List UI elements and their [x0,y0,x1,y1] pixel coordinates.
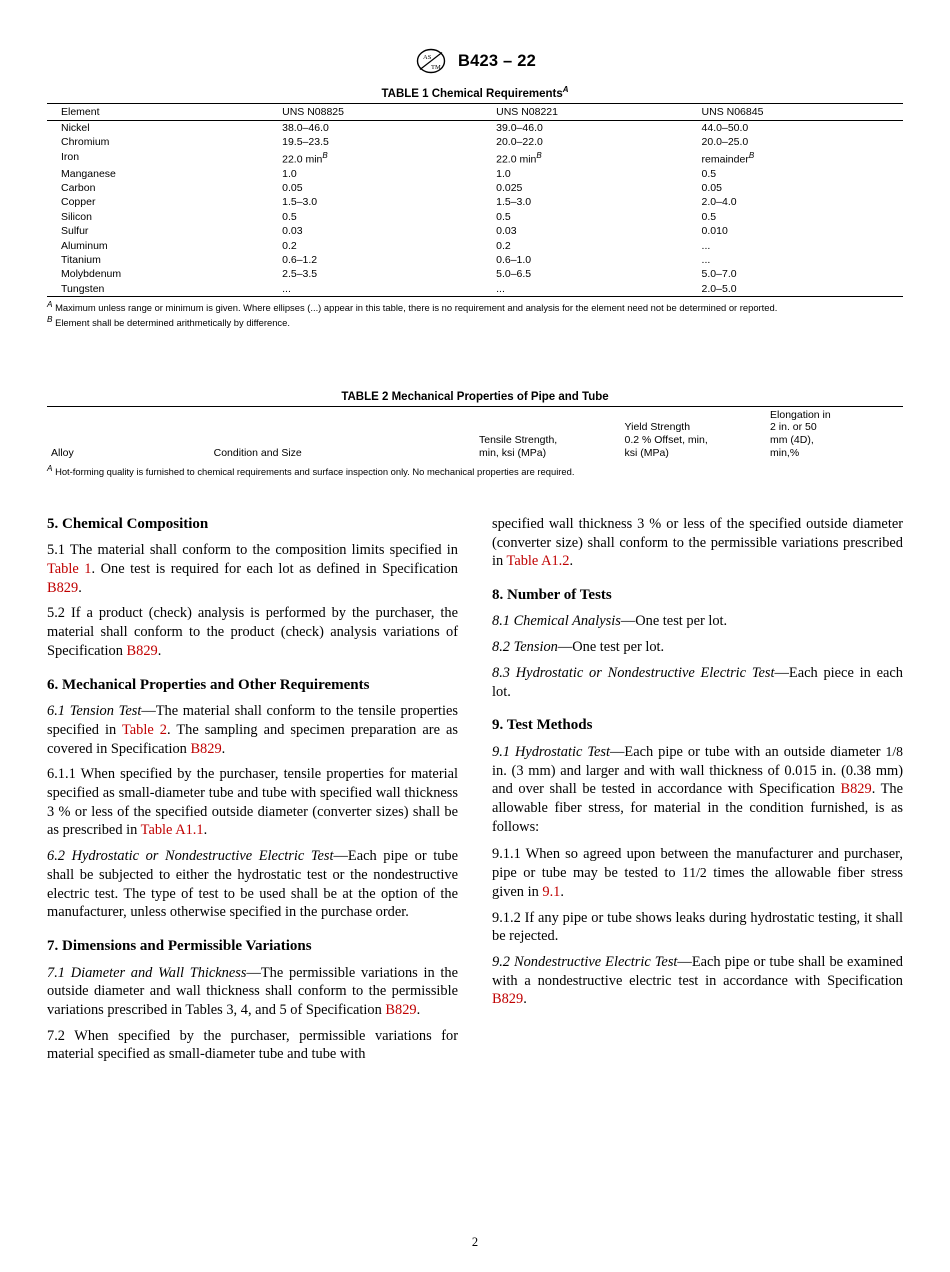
link-b829-3[interactable]: B829 [190,740,222,757]
table-row [47,224,903,238]
page-number: 2 [471,1235,479,1249]
table-2-header-elong-l2: 2 in. or 50 [770,421,817,434]
p9-1-1-text-c: . [560,883,564,900]
astm-logo [414,48,448,74]
table-2-footnote-a [47,464,903,479]
cell-n06845: 2.0–4.0 [701,196,737,209]
p5-2-text-a: 5.2 If a product (check) analysis is performed by the purchaser, the material shall conform to the product (check) analysis variations of Specification [47,605,458,659]
paragraph-8-1 [492,612,903,631]
table-1-footnote-a-mark: A [47,299,53,309]
table-2-header-alloy: Alloy [51,446,74,459]
table-2-footnote-a-text: Hot-forming quality is furnished to chemical requirements and surface inspection only. No mechanical properties are required. [55,466,575,478]
cell-n06845: ... [701,253,711,266]
link-table-a1-2[interactable]: Table A1.2 [506,553,570,570]
table-row [47,238,903,252]
footnote-mark: B [748,150,755,160]
table-1-footnote-b [47,315,903,330]
table-1-block [47,85,903,330]
table-2-header-tensile-l2: min, ksi (MPa) [478,446,547,459]
paragraph-6-2 [47,847,458,922]
table-1-footnote-b-text: Element shall be determined arithmetically by difference. [55,317,290,329]
cell-n08221: 0.5 [496,210,511,223]
table-2-header-condition: Condition and Size [213,446,302,459]
paragraph-9-2 [492,953,903,1009]
p5-1-text-c: . [78,579,82,596]
cell-element: Silicon [61,210,92,223]
cell-element: Chromium [61,136,110,149]
table-2-header-yield-l1: Yield Strength [624,421,691,434]
p6-1-1-text-b: . [203,822,208,839]
p8-3-text-a: —Each piece in each lot. [492,664,903,700]
cell-n06845: 0.5 [701,210,717,223]
cell-n08221: ... [496,282,505,295]
cell-n08825: 1.0 [282,167,297,180]
p7-2-text-a: 7.2 When specified by the purchaser, permissible variations for material specified as small-diameter tube and tube with [47,1027,458,1063]
table-1-footnote-a-text: Maximum unless range or minimum is given. Where ellipses (...) appear in this table, there is no requirement and analysis for the element need not be determined or reported. [55,301,778,313]
p9-1-1-text-b: times the allowable fiber stress given in [492,865,903,900]
right-column [492,515,903,1071]
table-1-title-footnote-mark: A [562,85,569,94]
cell-element: Manganese [61,167,116,180]
paragraph-7-2-continued [492,515,903,571]
body-columns [47,515,903,1071]
table-1-header-n06845: UNS N06845 [701,105,764,118]
document-designation: B423 – 22 [458,51,536,70]
cell-n08825: 38.0–46.0 [282,122,329,135]
table-2-header-elong-l4: min,% [770,446,800,459]
table-2-block [47,391,903,479]
document-header [0,0,950,85]
table-1-footnote-b-mark: B [47,315,53,325]
p8-1-text-a: —One test per lot. [620,613,728,630]
svg-text:TM: TM [431,64,441,71]
table-2-header-tensile-l1: Tensile Strength, [478,434,558,447]
cell-n08221: 39.0–46.0 [496,122,543,135]
table-row [47,281,903,296]
p7-2-cont-text-b: . [569,553,574,570]
p9-1-label: 9.1 Hydrostatic Test [492,743,611,760]
table-1-footnote-a [47,300,903,315]
p9-2-label: 9.2 Nondestructive Electric Test [492,954,678,971]
table-2-header-elong-l1: Elongation in [770,408,831,421]
cell-n08221: 0.2 [496,239,511,252]
cell-element: Tungsten [61,282,105,295]
cell-element: Iron [61,150,80,163]
table-2-header-yield [621,406,767,461]
paragraph-9-1-1 [492,845,903,901]
cell-element: Copper [61,196,96,209]
cell-n06845: 0.5 [701,167,717,180]
p8-1-label: 8.1 Chemical Analysis [492,613,621,630]
p7-1-text-b: . [416,1001,421,1018]
table-2-header-yield-l3: ksi (MPa) [624,446,669,459]
paragraph-5-1 [47,541,458,597]
table-1-footnotes [47,300,903,330]
cell-n08221: 22.0 $\min^B$ [496,150,542,166]
cell-n06845: 2.0–5.0 [701,282,737,295]
p9-1-2-text-a: 9.1.2 If any pipe or tube shows leaks during hydrostatic testing, it shall be rejected. [492,909,903,945]
table-1 [47,103,903,297]
section-7-heading: 7. Dimensions and Permissible Variations [47,938,312,955]
p8-2-text-a: —One test per lot. [557,639,665,656]
cell-n08221: 1.5–3.0 [496,196,532,209]
p9-2-text-a: —Each pipe or tube shall be examined with a nondestructive electric test in accordance with Specification [492,954,903,989]
paragraph-7-1 [47,964,458,1020]
table-row [47,253,903,267]
svg-text:AS: AS [423,54,432,61]
cell-n08221: 5.0–6.5 [496,268,532,281]
table-row [47,166,903,180]
cell-n06845: 5.0–7.0 [701,268,737,281]
cell-n08825: 0.5 [282,210,297,223]
link-b829-4[interactable]: B829 [385,1001,417,1018]
paragraph-7-2 [47,1027,458,1064]
cell-n08825: 22.0 $\min^B$ [282,150,328,166]
footnote-mark: B [322,150,328,160]
paragraph-9-1 [492,743,903,837]
cell-n08825: 0.6–1.2 [282,253,318,266]
table-1-header-n08825: UNS N08825 [282,105,344,118]
paragraph-9-1-2 [492,909,903,946]
p5-1-text-b: . One test is required for each lot as defined in Specification [91,561,458,578]
p7-2-cont-text-a: specified wall thickness 3 % or less of the specified outside diameter (converter size) shall conform to the permissible variations prescribed in [492,515,903,570]
table-row [47,267,903,281]
cell-n08825: 0.03 [282,225,303,238]
p9-1-text-a: —Each pipe or tube with an outside diameter [610,743,886,760]
link-table-a1-1[interactable]: Table A1.1 [140,822,204,839]
cell-n08825: 1.5–3.0 [282,196,318,209]
cell-element: Carbon [61,182,96,195]
table-row [47,210,903,224]
section-9-heading: 9. Test Methods [492,717,593,734]
cell-element: Aluminum [61,239,108,252]
table-row [47,195,903,209]
table-1-header-n08221: UNS N08221 [496,105,558,118]
cell-n08825: 19.5–23.5 [282,136,329,149]
paragraph-8-2 [492,638,903,657]
p6-1-label: 6.1 Tension Test [47,703,142,720]
p7-1-text-a: —The permissible variations in the outside diameter and wall thickness shall conform to the permissible variations prescribed in Tables 3, 4, and 5 of Specification [47,964,458,1018]
table-2-header-elongation [766,406,903,461]
link-9-1[interactable]: 9.1 [542,883,561,900]
link-b829-6[interactable]: B829 [492,991,524,1008]
link-b829-2[interactable]: B829 [126,642,158,659]
section-5-heading: 5. Chemical Composition [47,515,209,532]
cell-n08825: 0.2 [282,239,297,252]
table-2-header-tensile [475,406,621,461]
table-row [47,120,903,135]
cell-element: Molybdenum [61,268,122,281]
table-row [47,135,903,149]
table-row [47,150,903,167]
cell-n08221: 20.0–22.0 [496,136,543,149]
cell-element: Sulfur [61,225,89,238]
cell-n08221: 0.025 [496,182,523,195]
footnote-mark: B [536,150,542,160]
paragraph-5-2 [47,604,458,660]
section-6-heading: 6. Mechanical Properties and Other Requirements [47,676,370,693]
section-8-heading: 8. Number of Tests [492,586,612,603]
left-column [47,515,458,1071]
cell-element: Titanium [61,253,101,266]
p6-1-1-text-a: 6.1.1 When specified by the purchaser, tensile properties for material specified as small-diameter tube and tube with specified wall thickness 3 % or less of the specified outside diameter (converter sizes) shall be as prescribed in [47,766,458,839]
cell-n06845: 0.05 [701,182,722,195]
p6-1-text-c: . [221,740,226,757]
cell-n06845: remainder$^B$ [701,150,755,166]
table-1-title-text: TABLE 1 Chemical Requirements [381,87,563,100]
cell-n06845: 20.0–25.0 [701,136,749,149]
table-row [47,181,903,195]
link-b829-1[interactable]: B829 [47,579,79,596]
link-b829-5[interactable]: B829 [840,781,872,798]
cell-n08221: 0.03 [496,225,517,238]
p8-3-label: 8.3 Hydrostatic or Nondestructive Electric Test [492,664,775,681]
p6-2-text-a: —Each pipe or tube shall be subjected to either the hydrostatic test or the nondestructive electric test. The type of test to be used shall be at the option of the manufacturer, unless otherwise specified in the purchase order. [47,848,458,921]
cell-n08825: ... [282,282,291,295]
p9-1-fraction: 1/8 [885,743,903,759]
p5-1-text-a: 5.1 The material shall conform to the composition limits specified in [47,542,458,559]
link-table-1[interactable]: Table 1 [47,561,92,578]
paragraph-6-1-1 [47,765,458,840]
p6-2-label: 6.2 Hydrostatic or Nondestructive Electric Test [47,848,334,865]
p9-1-text-c: . The allowable fiber stress, for material in the condition furnished, is as follows: [492,781,903,835]
table-2-footnote-a-mark: A [47,464,53,474]
p6-1-text-b: . The sampling and specimen preparation are as covered in Specification [47,721,459,757]
cell-n08221: 1.0 [496,167,511,180]
p6-1-text-a: —The material shall conform to the tensile properties specified in [47,703,458,738]
table-2-footnotes [47,464,903,479]
cell-n08825: 2.5–3.5 [282,268,318,281]
p9-2-text-b: . [523,991,527,1008]
p8-2-label: 8.2 Tension [492,639,558,656]
paragraph-8-3 [492,664,903,701]
table-2-header-yield-l2: 0.2 % Offset, min, [624,434,708,447]
paragraph-6-1 [47,702,458,758]
table-2-title: TABLE 2 Mechanical Properties of Pipe and Tube [341,390,609,403]
p9-1-text-b: in. (3 mm) and larger and with wall thickness of 0.015 in. (0.38 mm) and over shall be tested in accordance with Specification [492,762,903,798]
p9-1-1-text-a: 9.1.1 When so agreed upon between the manufacturer and purchaser, pipe or tube may be tested to 1 [492,846,903,882]
table-2 [47,406,903,461]
cell-n06845: 44.0–50.0 [701,122,749,135]
table-1-title [47,85,903,100]
link-table-2[interactable]: Table 2 [121,721,167,738]
cell-n06845: ... [701,239,711,252]
cell-n06845: 0.010 [701,225,728,238]
p5-2-text-b: . [157,642,162,659]
table-1-header-element: Element [61,105,100,118]
table-2-header-elong-l3: mm (4D), [770,434,814,447]
cell-n08221: 0.6–1.0 [496,253,532,266]
cell-element: Nickel [61,122,90,135]
cell-n08825: 0.05 [282,182,303,195]
p7-1-label: 7.1 Diameter and Wall Thickness [47,964,247,981]
p9-1-1-fraction: 1/2 [689,865,707,881]
